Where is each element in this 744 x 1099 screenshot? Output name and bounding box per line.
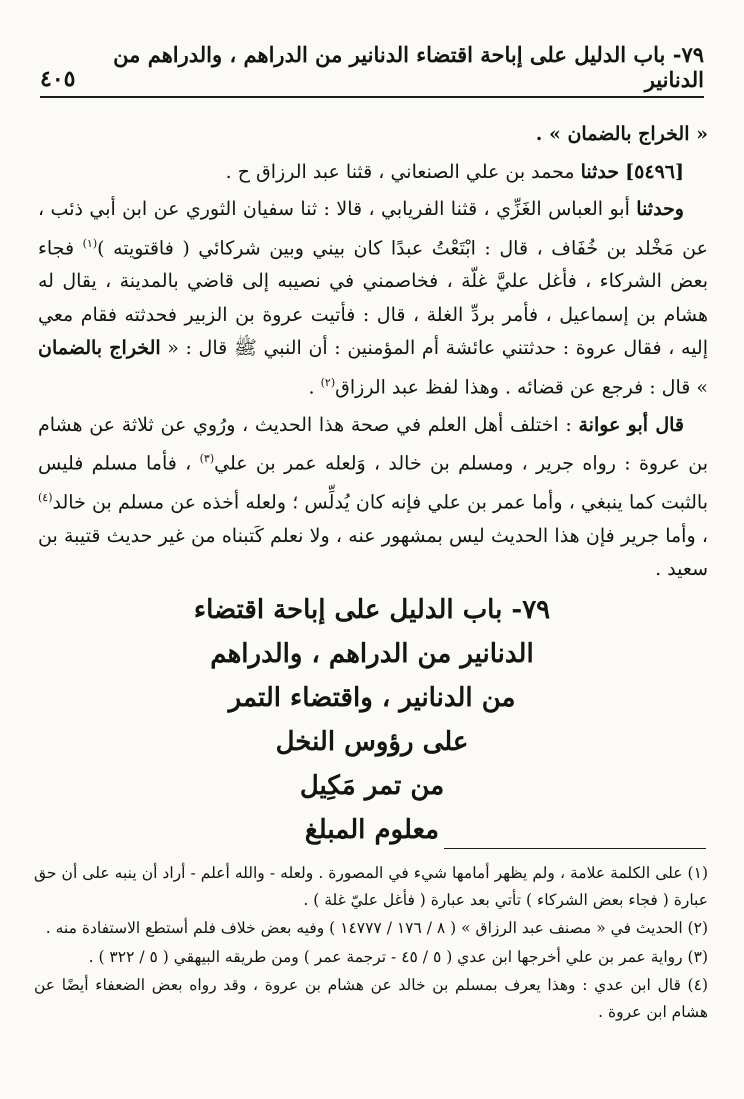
- isnad-paragraph-5496: [38, 156, 708, 190]
- hadith-ending: [38, 118, 708, 152]
- footnotes: [34, 860, 708, 1027]
- page-header: [40, 42, 704, 98]
- running-title: ٧٩- باب الدليل على إباحة اقتضاء الدنانير من الدراهم ، والدراهم من الدنانير: [113, 42, 704, 92]
- commentary-paragraph: [38, 409, 708, 587]
- isnad-text: محمد بن علي الصنعاني ، قثنا عبد الرزاق ح .: [225, 160, 581, 183]
- hadith-ending-text: « الخراج بالضمان » .: [535, 123, 708, 145]
- chapter-line-1: ٧٩- باب الدليل على إباحة اقتضاء: [193, 595, 551, 625]
- hadith-text-a: أبو العباس الغَزِّي ، قثنا الفريابي ، قالا : ثنا سفيان الثوري عن ابن أبي ذئب ، عن مَخْلد بن خُفَاف ، قال : ابْتَعْتُ عبدًا كان بيني وبين شركائي ( فاقتويته ): [38, 198, 708, 259]
- hadith-paragraph: [38, 193, 708, 405]
- hadith-text-c: » قال : فرجع عن قضائه . وهذا لفظ عبد الرزاق: [335, 376, 708, 399]
- chapter-line-4: على رؤوس النخل: [275, 727, 469, 757]
- footnote-ref-3[interactable]: (٣): [199, 452, 215, 466]
- isnad-opening: حدثنا: [580, 160, 620, 183]
- footnote-ref-1[interactable]: (١): [82, 236, 98, 250]
- chapter-line-3: من الدنانير ، واقتضاء التمر: [228, 683, 516, 713]
- chapter-heading: [0, 588, 744, 852]
- hadith-text-d: .: [308, 376, 321, 399]
- footnote-4: (٤) قال ابن عدي : وهذا يعرف بمسلم بن خالد عن هشام بن عروة ، وقد رواه بعض الضعفاء أيضًا عن هشام ابن عروة .: [34, 976, 708, 1021]
- footnote-2: (٢) الحديث في « مصنف عبد الرزاق » ( ٨ / ١٧٦ / ١٤٧٧٧ ) وفيه بعض خلاف فلم أستطع الاستفادة منه .: [45, 919, 708, 937]
- hadith-quote: الخراج بالضمان: [38, 337, 161, 360]
- commentary-text-b: ، فأما مسلم فليس بالثبت كما ينبغي ، وأما عمر بن علي فإنه كان يُدلِّس ؛ ولعله أخذه عن مسلم بن خالد: [38, 452, 708, 514]
- footnote-ref-4[interactable]: (٤): [38, 490, 53, 504]
- commentary-text-c: ، وأما جرير فإن هذا الحديث ليس بمشهور عنه ، ولا نعلم كَتبناه من غير حديث قتيبة بن سعيد .: [38, 524, 708, 581]
- page-number: ٤٠٥: [40, 66, 76, 92]
- commentary-opening: قال أبو عوانة: [578, 413, 684, 436]
- isnad-opening-2: وحدثنا: [636, 198, 684, 220]
- main-text: [38, 118, 708, 591]
- footnote-ref-2[interactable]: (٢): [320, 375, 336, 389]
- commentary-text-a: : اختلف أهل العلم في صحة هذا الحديث ، ورُوي عن ثلاثة عن هشام بن عروة : رواه جرير ، ومسلم بن خالد ، وَلعله عمر بن علي: [38, 413, 708, 475]
- chapter-line-5: من تمر مَكِيل: [299, 771, 445, 801]
- chapter-line-6: معلوم المبلغ: [304, 815, 440, 845]
- chapter-line-2: الدنانير من الدراهم ، والدراهم: [210, 639, 534, 669]
- footnote-3: (٣) رواية عمر بن علي أخرجها ابن عدي ( ٥ / ٤٥ - ترجمة عمر ) ومن طريقه البيهقي ( ٥ / ٣٢٢ ) .: [88, 947, 708, 966]
- hadith-number: [٥٤٩٦]: [625, 160, 684, 183]
- hadith-text-b: فجاء بعض الشركاء ، فأغل عليَّ غلّة ، فخاصمني في نصيبه إلى قاضي بالمدينة ، يقال له هشام بن إسماعيل ، فأمر بردِّ الغلة ، قال : فأتيت عروة بن الزبير فحدثته فقام معي إليه ، فقال عروة : حدثتني عائشة أم المؤمنين : أن النبي ﷺ قال : «: [38, 236, 708, 360]
- footnote-1: (١) على الكلمة علامة ، ولم يظهر أمامها شيء في المصورة . ولعله - والله أعلم - أراد أن ينبه على أن حق عبارة ( فجاء بعض الشركاء ) تأتي بعد عبارة ( فأغل عليّ غلة ) .: [34, 864, 709, 909]
- footnote-divider: [444, 848, 706, 849]
